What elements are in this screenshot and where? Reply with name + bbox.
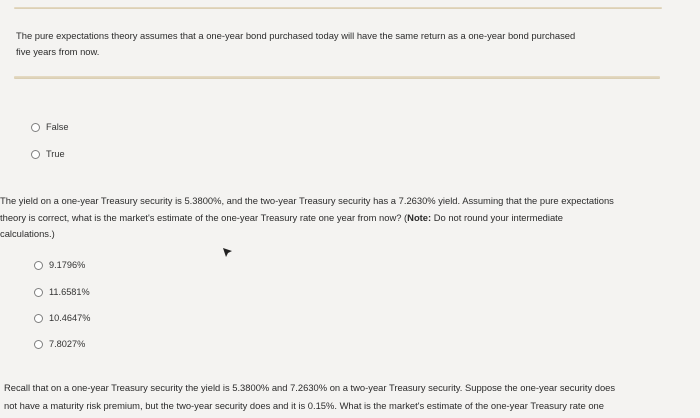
question2-text-line2: theory is correct, what is the market's estimate of the one-year Treasury rate one year from now? (Note: Do not round your intermediate: [0, 212, 563, 223]
option-7-8027[interactable]: [34, 339, 85, 349]
question2-text-line3: calculations.): [0, 228, 55, 239]
radio-button[interactable]: [34, 288, 43, 297]
question3-text-line2: not have a maturity risk premium, but the two-year security does and it is 0.15%. What is the market's estimate of the one-year Treasury rate one: [4, 400, 604, 411]
radio-button[interactable]: [31, 123, 40, 132]
option-label: 11.6581%: [49, 287, 90, 297]
option-11-6581[interactable]: [34, 287, 90, 297]
radio-button[interactable]: [31, 150, 40, 159]
option-label: False: [46, 122, 69, 132]
question1-text-line2: five years from now.: [16, 46, 100, 57]
option-label: 9.1796%: [49, 260, 86, 270]
question3-text-line1: Recall that on a one-year Treasury security the yield is 5.3800% and 7.2630% on a two-year Treasury security. Suppose the one-year security does: [4, 382, 616, 393]
radio-button[interactable]: [34, 261, 43, 270]
mouse-cursor-icon: [222, 247, 234, 259]
option-false[interactable]: [31, 122, 68, 132]
option-10-4647[interactable]: [34, 313, 90, 323]
option-label: 10.4647%: [49, 313, 91, 323]
radio-button[interactable]: [34, 314, 43, 323]
radio-button[interactable]: [34, 340, 43, 349]
option-label: True: [46, 149, 65, 159]
option-9-1796[interactable]: [34, 260, 85, 270]
option-true[interactable]: [31, 149, 65, 159]
section-divider: [14, 76, 660, 79]
question1-text-line1: The pure expectations theory assumes that a one-year bond purchased today will have the same return as a one-year bond purchased: [16, 30, 576, 41]
option-label: 7.8027%: [49, 339, 86, 349]
top-divider: [14, 7, 662, 9]
question2-text-line1: The yield on a one-year Treasury security is 5.3800%, and the two-year Treasury security has a 7.2630% yield. Assuming that the pure expectations: [0, 195, 614, 206]
